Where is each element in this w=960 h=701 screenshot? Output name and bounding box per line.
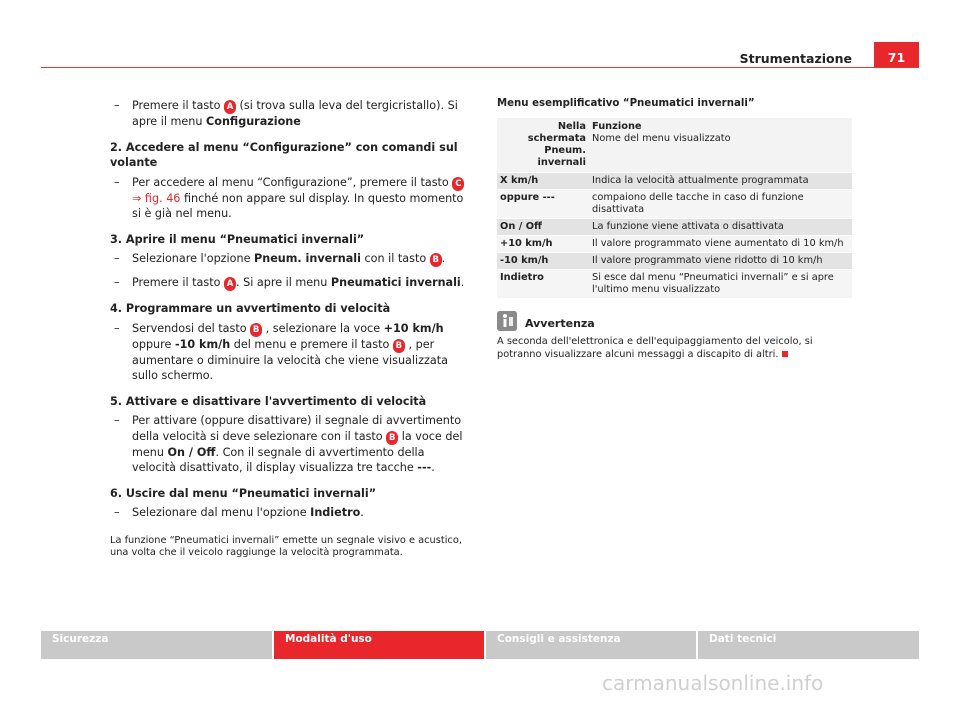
table-row: On / Off La funzione viene attivata o disattivata: [497, 219, 852, 236]
footer-tabs: [41, 631, 919, 659]
table-header-row: Nella schermata Pneum. invernali Funzione Nome del menu visualizzato: [497, 118, 852, 173]
right-column: [497, 98, 852, 361]
warning-title: Avvertenza: [525, 317, 595, 330]
list-item: – Premere il tasto A . Si apre il menu Pneumatici invernali.: [114, 276, 465, 289]
key-c-icon: C: [452, 177, 464, 191]
page-number: 71: [874, 42, 919, 68]
table-title: Menu esemplificativo “Pneumatici invernali”: [497, 98, 755, 109]
list-item: – Premere il tasto A (si trova sulla leva del tergicristallo). Si apre il menu Configurazione: [114, 99, 458, 128]
key-b-icon: B: [393, 339, 405, 353]
list-item: – Per attivare (oppure disattivare) il segnale di avvertimento della velocità si deve selezionare con il tasto B la voce del menu On / Off. Con il segnale di avvertimento della velocità disattivato, il display visualizza tre tacche ---.: [114, 414, 463, 474]
table-row: -10 km/h Il valore programmato viene ridotto di 10 km/h: [497, 253, 852, 270]
section-title: Strumentazione: [739, 51, 852, 66]
header-rule: [41, 67, 919, 68]
menu-table: [497, 118, 852, 299]
list-item: – Selezionare l'opzione Pneum. invernali con il tasto B .: [114, 252, 446, 265]
step-heading: 6. Uscire dal menu “Pneumatici invernali”: [110, 486, 377, 500]
table-row: oppure --- compaiono delle tacche in caso di funzione disattivata: [497, 190, 852, 219]
function-note: La funzione “Pneumatici invernali” emette un segnale visivo e acustico, una volta che il veicolo raggiunge la velocità programmata.: [110, 534, 462, 558]
list-item: – Servendosi del tasto B , selezionare la voce +10 km/h oppure -10 km/h del menu e premere il tasto B , per aumentare o diminuire la velocità che viene visualizzata sullo schermo.: [114, 321, 448, 382]
step-heading: 5. Attivare e disattivare l'avvertimento di velocità: [110, 394, 427, 408]
figure-link[interactable]: ⇒ fig. 46: [132, 191, 181, 205]
step-heading: 4. Programmare un avvertimento di velocità: [110, 302, 391, 315]
warning-box: [497, 317, 852, 361]
left-column: [110, 98, 466, 560]
watermark: carmanualsonline.info: [602, 671, 824, 695]
step-heading: 2. Accedere al menu “Configurazione” con comandi sul volante: [110, 140, 458, 169]
tab-sicurezza[interactable]: Sicurezza: [41, 631, 272, 659]
list-item: – Selezionare dal menu l'opzione Indietro.: [114, 506, 364, 519]
note-icon: [497, 311, 517, 331]
key-a-icon: A: [224, 277, 236, 291]
table-row: +10 km/h Il valore programmato viene aumentato di 10 km/h: [497, 236, 852, 253]
tab-dati-tecnici[interactable]: Dati tecnici: [698, 631, 919, 659]
list-item: – Per accedere al menu “Configurazione”, premere il tasto C ⇒ fig. 46 finché non appare sul display. In questo momento si è già nel menu.: [114, 175, 464, 220]
table-row: X km/h Indica la velocità attualmente programmata: [497, 173, 852, 190]
tab-consigli-assistenza[interactable]: Consigli e assistenza: [486, 631, 696, 659]
end-marker-icon: [782, 351, 788, 357]
key-b-icon: B: [250, 323, 262, 337]
key-a-icon: A: [224, 100, 236, 114]
key-b-icon: B: [430, 253, 442, 267]
table-row: Indietro Si esce dal menu “Pneumatici invernali” e si apre l'ultimo menu visualizzato: [497, 270, 852, 299]
warning-text: A seconda dell'elettronica e dell'equipaggiamento del veicolo, si potranno visualizzare alcuni messaggi a discapito di altri.: [497, 336, 813, 360]
tab-modalita-duso[interactable]: Modalità d'uso: [274, 631, 484, 659]
step-heading: 3. Aprire il menu “Pneumatici invernali”: [110, 232, 365, 246]
key-b-icon: B: [386, 431, 398, 445]
